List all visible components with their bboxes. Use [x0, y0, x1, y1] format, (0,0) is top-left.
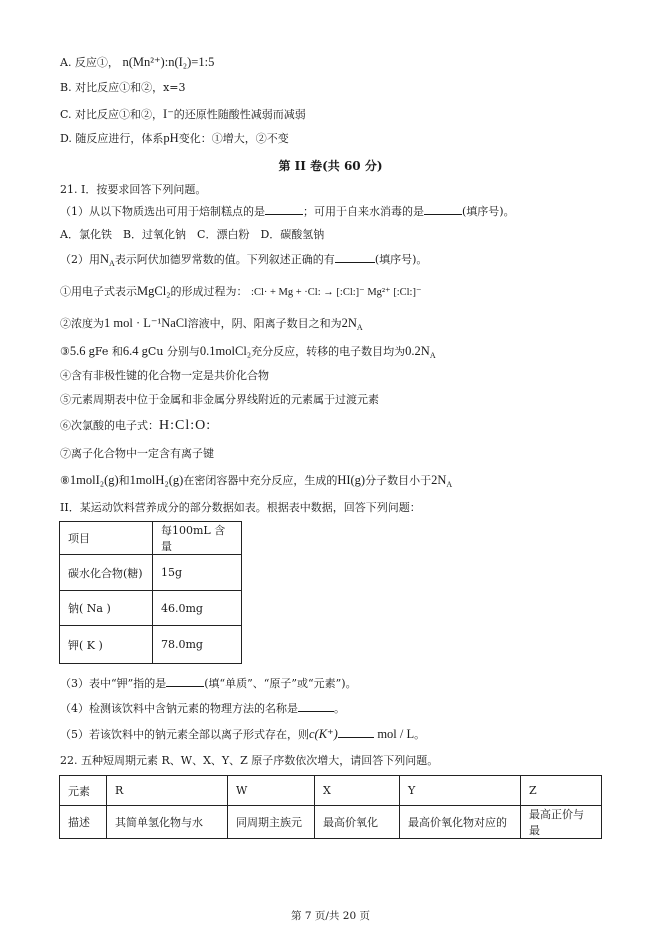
statement-6 — [60, 418, 211, 434]
option-a — [60, 54, 214, 71]
hclo-electron-formula: H:Cl:O: — [159, 418, 212, 433]
statement-1-formula: MgCl₂ — [137, 284, 171, 298]
q21-sub4-a: （4）检测该饮料中含钠元素的物理方法的名称是 — [60, 702, 298, 715]
q21-sub2-c: (填序号)。 — [374, 253, 428, 266]
potassium-concentration: c(K⁺) — [309, 727, 338, 741]
q21-sub3-a: （3）表中“钾”指的是 — [60, 677, 167, 690]
table-row — [60, 626, 242, 664]
statement-3-c: Cu 分别与 — [147, 345, 200, 358]
option-d-prefix: D. 随反应进行，体系 — [60, 132, 164, 145]
statement-8-hi: HI(g) — [337, 473, 366, 487]
statement-2-val: 2N — [341, 316, 357, 330]
q21-sub5-a: （5）若该饮料中的钠元素全部以离子形式存在，则 — [60, 728, 309, 741]
statement-4: ④含有非极性键的化合物一定是共价化合物 — [60, 369, 269, 382]
option-d-suffix: 变化：①增大，②不变 — [178, 132, 289, 145]
statement-3-cu: 6.4 g — [122, 344, 148, 358]
equation-left: :Cl· + Mg + ·Cl: → — [251, 287, 337, 298]
statement-8-a: ⑧ — [60, 474, 70, 487]
option-c-suffix: 的还原性随酸性减弱而减弱 — [173, 108, 306, 121]
part-2-stem: II．某运动饮料营养成分的部分数据如表。根据表中数据，回答下列问题： — [60, 501, 421, 514]
page-footer: 第 7 页/共 20 页 — [291, 910, 370, 922]
statement-3 — [60, 343, 436, 364]
electron-formation-equation — [251, 287, 421, 298]
statement-8-h2: 1molH₂(g) — [129, 473, 184, 487]
statement-3-a: ③ — [60, 345, 70, 358]
q21-sub3 — [60, 676, 357, 692]
q21-sub4 — [60, 701, 345, 717]
table-cell: 同周期主族元 — [228, 806, 315, 839]
statement-3-sub: A — [429, 351, 436, 361]
nutrition-table — [59, 521, 242, 664]
answer-blank[interactable] — [335, 252, 375, 263]
table-cell: 15g — [153, 555, 242, 591]
q21-sub1-c: (填序号)。 — [462, 205, 515, 218]
table-row — [60, 591, 242, 626]
q21-sub4-b: 。 — [334, 702, 345, 715]
table-cell: 碳水化合物(糖) — [60, 555, 153, 591]
option-c-prefix: C. 对比反应①和②， — [60, 108, 164, 121]
table-header-cell: Y — [400, 776, 521, 806]
q21-sub5 — [60, 726, 425, 743]
table-cell: 最高正价与最 — [521, 806, 602, 839]
answer-blank[interactable] — [424, 204, 462, 215]
statement-1-a: ①用电子式表示 — [60, 285, 137, 298]
statement-3-fe: 5.6 g — [69, 344, 95, 358]
q21-sub2-b: 表示阿伏加德罗常数的值。下列叙述正确的有 — [114, 253, 335, 266]
option-c-ion: I⁻ — [163, 107, 174, 121]
statement-3-d: 充分反应，转移的电子数目均为 — [251, 345, 406, 358]
table-header-cell: 每100mL 含量 — [153, 522, 242, 555]
element-table — [59, 775, 602, 839]
answer-blank[interactable] — [298, 701, 334, 712]
q21-sub1-b: ；可用于自来水消毒的是 — [303, 205, 424, 218]
table-cell: 描述 — [60, 806, 107, 839]
statement-1 — [60, 283, 422, 301]
statement-8 — [60, 472, 452, 493]
option-c — [60, 106, 306, 123]
table-row — [60, 555, 242, 591]
q21-sub1-a: （1）从以下物质选出可用于焙制糕点的是 — [60, 205, 265, 218]
table-row — [60, 806, 602, 839]
table-header-cell: W — [228, 776, 315, 806]
q21-stem: 21. I．按要求回答下列问题。 — [60, 183, 207, 196]
table-cell: 其简单氢化物与水 — [107, 806, 228, 839]
table-cell: 最高价氧化物对应的 — [400, 806, 521, 839]
statement-2-c: 溶液中，阴、阳离子数目之和为 — [187, 317, 342, 330]
statement-3-b: Fe 和 — [94, 345, 123, 358]
option-d — [60, 130, 289, 147]
statement-7: ⑦离子化合物中一定含有离子键 — [60, 447, 214, 460]
table-row — [60, 522, 242, 555]
answer-blank[interactable] — [166, 676, 204, 687]
table-cell: 78.0mg — [153, 626, 242, 664]
equation-right: [:Cl:]⁻ Mg²⁺ [:Cl:]⁻ — [336, 287, 422, 298]
option-b-text: B. 对比反应①和②，x=3 — [60, 81, 186, 94]
statement-8-i2: 1molI₂(g) — [69, 473, 119, 487]
q21-sub1 — [60, 204, 515, 220]
answer-blank[interactable] — [265, 204, 303, 215]
table-header-cell: X — [315, 776, 400, 806]
table-row — [60, 776, 602, 806]
statement-8-sub: A — [446, 480, 453, 490]
table-header-cell: R — [107, 776, 228, 806]
table-cell: 46.0mg — [153, 591, 242, 626]
statement-2-nacl: NaCl — [161, 316, 188, 330]
na-symbol: N — [100, 252, 110, 266]
statement-2-a: ②浓度为 — [60, 317, 104, 330]
statement-8-c: 在密闭容器中充分反应，生成的 — [183, 474, 338, 487]
option-d-ph: pH — [163, 131, 179, 145]
table-header-cell: 项目 — [60, 522, 153, 555]
concentration-unit: mol / L — [377, 727, 415, 741]
option-a-text: A. 反应①， — [60, 56, 119, 69]
table-cell: 钠( Na ) — [60, 591, 153, 626]
table-cell: 钾( K ) — [60, 626, 153, 664]
statement-8-b: 和 — [118, 474, 130, 487]
section-title: 第 II 卷(共 60 分) — [278, 159, 383, 173]
table-header-cell: Z — [521, 776, 602, 806]
statement-5: ⑤元素周期表中位于金属和非金属分界线附近的元素属于过渡元素 — [60, 393, 379, 406]
statement-8-d: 分子数目小于 — [365, 474, 432, 487]
table-header-cell: 元素 — [60, 776, 107, 806]
statement-2-sub: A — [356, 323, 363, 333]
option-a-formula: n(Mn²⁺):n(I₂)=1:5 — [122, 55, 215, 69]
q21-sub2-a: （2）用 — [60, 253, 100, 266]
statement-6-a: ⑥次氯酸的电子式： — [60, 419, 159, 432]
na-subscript: A — [109, 259, 115, 269]
statement-3-val: 0.2N — [405, 344, 430, 358]
option-b — [60, 80, 186, 96]
q22-stem: 22. 五种短周期元素 R、W、X、Y、Z 原子序数依次增大，请回答下列问题。 — [60, 754, 439, 767]
q21-sub5-end: 。 — [414, 728, 426, 741]
q21-sub3-b: (填“单质”、“原子”或“元素”)。 — [204, 677, 357, 690]
statement-2-conc: 1 mol · L⁻¹ — [104, 316, 162, 330]
answer-blank[interactable] — [338, 727, 374, 738]
statement-1-b: 的形成过程为： — [170, 285, 248, 298]
q21-choices: A．氯化铁 B．过氧化钠 C．漂白粉 D．碳酸氢钠 — [60, 228, 325, 241]
table-cell: 最高价氧化 — [315, 806, 400, 839]
q21-sub2 — [60, 251, 427, 272]
statement-2 — [60, 315, 363, 336]
statement-8-val: 2N — [431, 473, 447, 487]
statement-3-cl: 0.1molCl₂ — [199, 344, 252, 358]
